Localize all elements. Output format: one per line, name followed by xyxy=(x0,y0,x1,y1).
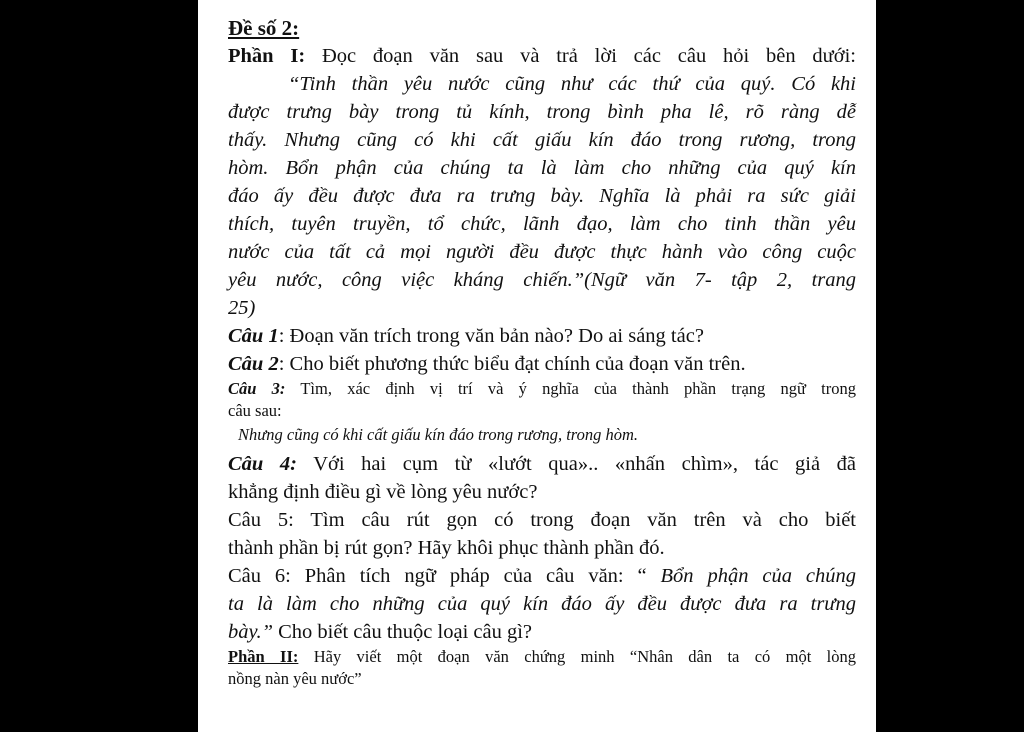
passage-line: đáo ấy đều được đưa ra trưng bày. Nghĩa là phải ra sức giải xyxy=(228,185,856,207)
question-2-label: Câu 2 xyxy=(228,353,279,375)
part2 xyxy=(228,646,856,690)
part2-line: nồng nàn yêu nước” xyxy=(228,669,362,688)
part2-label: Phần II: xyxy=(228,647,299,666)
question-6-quote-line: ta là làm cho những của quý kín đáo ấy đều được đưa ra trưng xyxy=(228,593,856,615)
part1-heading xyxy=(228,42,856,70)
question-3 xyxy=(228,378,856,446)
question-1-label: Câu 1 xyxy=(228,325,279,347)
question-3-quote: Nhưng cũng có khi cất giấu kín đáo trong rương, trong hòm. xyxy=(238,425,639,444)
question-4-label: Câu 4: xyxy=(228,453,297,475)
question-3-label: Câu 3: xyxy=(228,379,286,398)
question-4-line xyxy=(228,450,856,478)
question-5-line: Câu 5: Tìm câu rút gọn có trong đoạn văn trên và cho biết xyxy=(228,509,856,531)
passage-line: yêu nước, công việc kháng chiến.”(Ngữ văn 7- tập 2, trang xyxy=(228,269,856,291)
passage xyxy=(228,70,856,322)
passage-line: “Tinh thần yêu nước cũng như các thứ của quý. Có khi xyxy=(288,73,856,95)
question-4 xyxy=(228,450,856,506)
question-4-text: Với hai cụm từ «lướt qua».. «nhấn chìm», tác giả đã xyxy=(297,453,857,475)
passage-line: hòm. Bổn phận của chúng ta là làm cho những của quý kín xyxy=(228,157,856,179)
part1-instruction: Đọc đoạn văn sau và trả lời các câu hỏi bên dưới: xyxy=(321,45,856,67)
document-page xyxy=(198,0,876,732)
question-6-line xyxy=(228,618,856,646)
question-6-rest: Cho biết câu thuộc loại câu gì? xyxy=(273,621,533,643)
exam-title: Đề số 2: xyxy=(228,16,300,40)
question-6-quote-start: Bổn phận của chúng xyxy=(646,565,856,587)
question-3-line xyxy=(228,378,856,400)
question-5-line: thành phần bị rút gọn? Hãy khôi phục thành phần đó. xyxy=(228,537,665,559)
passage-line: nước của tất cả mọi người đều được thực hành vào công cuộc xyxy=(228,241,856,263)
question-2-text: : Cho biết phương thức biểu đạt chính của đoạn văn trên. xyxy=(278,353,746,375)
question-4-line: khẳng định điều gì về lòng yêu nước? xyxy=(228,481,538,503)
question-5 xyxy=(228,506,856,562)
document-content xyxy=(228,14,856,690)
question-6-quote-end: bày.” xyxy=(228,621,273,643)
question-3-text: Tìm, xác định vị trí và ý nghĩa của thành phần trạng ngữ trong xyxy=(285,379,856,398)
passage-line: thích, tuyên truyền, tổ chức, lãnh đạo, làm cho tinh thần yêu xyxy=(228,213,856,235)
part2-text: Hãy viết một đoạn văn chứng minh “Nhân dân ta có một lòng xyxy=(298,647,856,666)
question-1-text: : Đoạn văn trích trong văn bản nào? Do ai sáng tác? xyxy=(278,325,704,347)
passage-line: 25) xyxy=(228,297,256,319)
question-3-line: câu sau: xyxy=(228,401,282,420)
question-6-prefix: Câu 6: Phân tích ngữ pháp của câu văn: “ xyxy=(228,565,647,587)
question-6 xyxy=(228,562,856,646)
question-6-line xyxy=(228,562,856,590)
part1-label: Phần I: xyxy=(228,45,306,67)
question-2 xyxy=(228,350,856,378)
question-1 xyxy=(228,322,856,350)
passage-line: được trưng bày trong tủ kính, trong bình pha lê, rõ ràng dễ xyxy=(228,101,856,123)
part2-line xyxy=(228,646,856,668)
passage-line: thấy. Nhưng cũng có khi cất giấu kín đáo trong rương, trong xyxy=(228,129,856,151)
